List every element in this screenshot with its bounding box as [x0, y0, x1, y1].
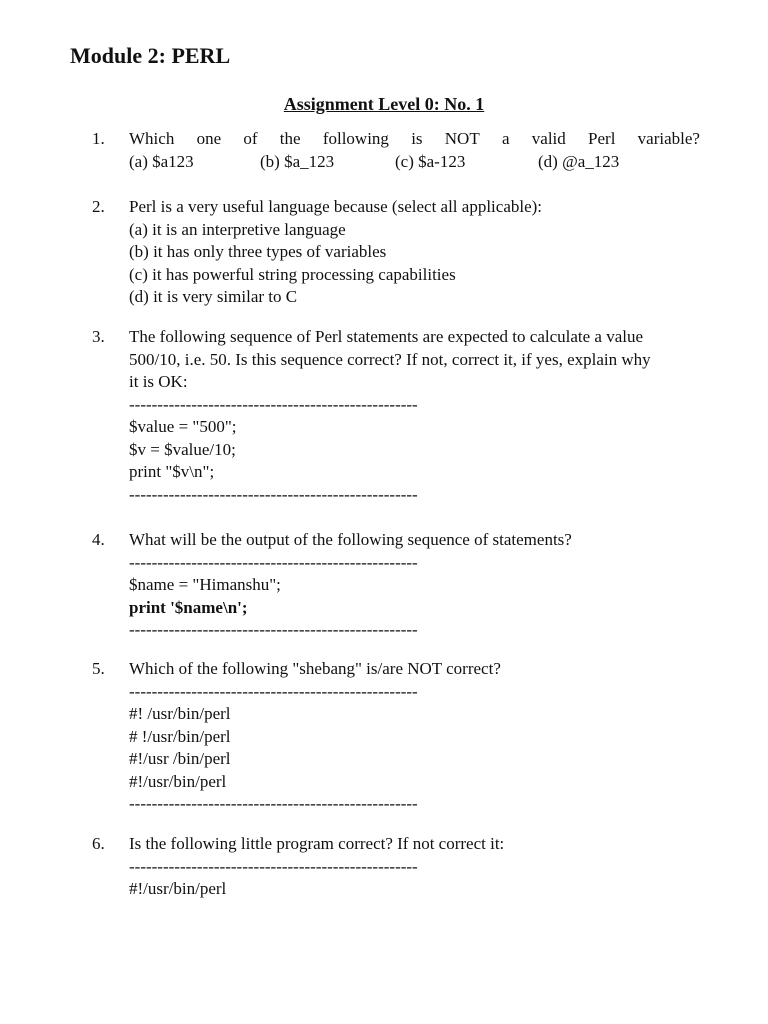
code-line: $value = "500";: [129, 417, 237, 436]
separator: ---------------------------------------------------: [129, 681, 418, 701]
question-text: Which of the following "shebang" is/are NOT correct?: [129, 659, 501, 678]
question-text-line: it is OK:: [129, 372, 188, 391]
code-line: print '$name\n';: [129, 597, 248, 617]
question-text-line: 500/10, i.e. 50. Is this sequence correct? If not, correct it, if yes, explain why: [129, 349, 651, 369]
code-line: $name = "Himanshu";: [129, 575, 281, 594]
code-line: #!/usr/bin/perl: [129, 879, 227, 898]
question-text: Is the following little program correct? If not correct it:: [129, 834, 505, 853]
option-a: (a) $a123: [129, 151, 194, 171]
option-b: (b) it has only three types of variables: [129, 242, 387, 261]
separator: ---------------------------------------------------: [129, 856, 418, 876]
separator: ---------------------------------------------------: [129, 794, 418, 813]
question-word: is: [411, 129, 423, 148]
question-word: variable?: [637, 129, 700, 148]
question-1: [92, 128, 700, 173]
question-word: valid: [531, 129, 566, 148]
question-word: one: [196, 129, 222, 148]
separator: ---------------------------------------------------: [129, 620, 418, 639]
question-3: [92, 326, 700, 506]
code-line: #!/usr /bin/perl: [129, 749, 231, 768]
separator: ---------------------------------------------------: [129, 484, 418, 504]
question-word: Perl: [588, 129, 616, 148]
question-number: 2.: [92, 197, 105, 216]
question-number: 4.: [92, 530, 105, 549]
question-word: NOT: [444, 129, 480, 148]
module-title: Module 2: PERL: [70, 43, 231, 68]
question-word: the: [279, 129, 301, 148]
option-c: (c) it has powerful string processing capabilities: [129, 264, 456, 284]
code-line: # !/usr/bin/perl: [129, 726, 231, 746]
question-5: [92, 658, 700, 816]
question-word: a: [501, 129, 510, 148]
question-text: [129, 128, 700, 151]
question-text: Perl is a very useful language because (select all applicable):: [129, 197, 543, 216]
separator: ---------------------------------------------------: [129, 552, 418, 572]
separator: ---------------------------------------------------: [129, 394, 418, 414]
option-d: (d) @a_123: [538, 151, 620, 171]
option-d: (d) it is very similar to C: [129, 287, 298, 306]
question-number: 3.: [92, 327, 105, 346]
code-line: print "$v\n";: [129, 462, 215, 481]
question-number: 6.: [92, 834, 105, 853]
answer-options: [129, 151, 700, 174]
option-b: (b) $a_123: [260, 151, 335, 171]
question-text-line: The following sequence of Perl statements are expected to calculate a value: [129, 327, 644, 346]
question-word: Which: [129, 129, 175, 148]
code-line: #! /usr/bin/perl: [129, 704, 231, 723]
question-word: of: [243, 129, 258, 148]
question-word: following: [322, 129, 389, 148]
option-c: (c) $a-123: [395, 151, 466, 171]
option-a: (a) it is an interpretive language: [129, 219, 346, 239]
assignment-title: Assignment Level 0: No. 1: [283, 94, 485, 114]
question-6: [92, 833, 700, 901]
question-number: 1.: [92, 129, 105, 148]
code-line: $v = $value/10;: [129, 439, 236, 459]
question-text: What will be the output of the following sequence of statements?: [129, 530, 572, 549]
question-4: [92, 529, 700, 642]
question-number: 5.: [92, 659, 105, 678]
code-line: #!/usr/bin/perl: [129, 771, 227, 791]
question-2: [92, 196, 700, 309]
